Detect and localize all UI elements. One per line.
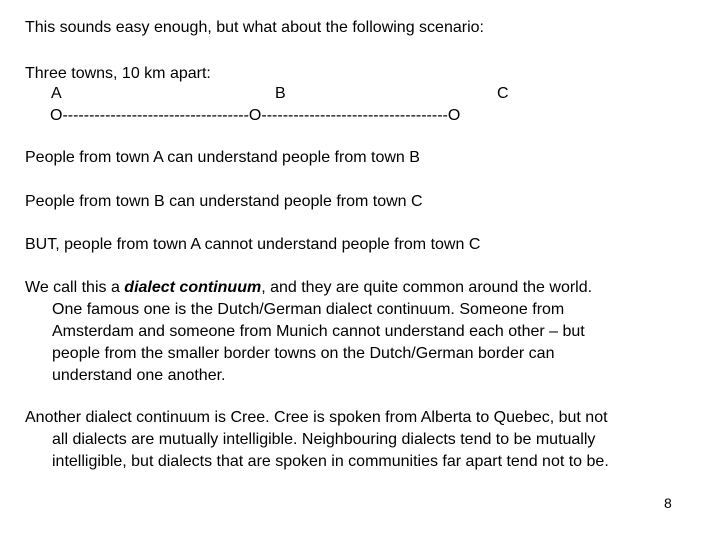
- continuum-line: people from the smaller border towns on the Dutch/German border can: [52, 345, 555, 362]
- statement-a-not-c: BUT, people from town A cannot understand people from town C: [25, 236, 481, 253]
- dialect-continuum-term: dialect continuum: [124, 279, 262, 296]
- page-number: 8: [664, 495, 672, 511]
- statement-a-understands-b: People from town A can understand people from town B: [25, 149, 420, 166]
- town-label-b: B: [275, 85, 286, 102]
- town-distance-line: O-----------------------------------O-----------------------------------O: [50, 107, 461, 124]
- continuum-prefix: We call this a: [25, 279, 125, 296]
- continuum-paragraph-first-line: [25, 278, 592, 298]
- town-label-c: C: [497, 85, 509, 102]
- continuum-suffix: , and they are quite common around the world.: [261, 279, 593, 296]
- continuum-line: One famous one is the Dutch/German dialect continuum. Someone from: [52, 301, 565, 318]
- continuum-line: understand one another.: [52, 367, 226, 384]
- cree-paragraph-first-line: Another dialect continuum is Cree. Cree is spoken from Alberta to Quebec, but not: [25, 409, 608, 426]
- statement-b-understands-c: People from town B can understand people from town C: [25, 193, 423, 210]
- cree-line: all dialects are mutually intelligible. Neighbouring dialects tend to be mutually: [52, 431, 596, 448]
- towns-heading: Three towns, 10 km apart:: [25, 65, 211, 82]
- town-label-a: A: [51, 85, 62, 102]
- cree-line: intelligible, but dialects that are spoken in communities far apart tend not to be.: [52, 453, 609, 470]
- intro-text: This sounds easy enough, but what about the following scenario:: [25, 19, 484, 36]
- continuum-line: Amsterdam and someone from Munich cannot understand each other – but: [52, 323, 585, 340]
